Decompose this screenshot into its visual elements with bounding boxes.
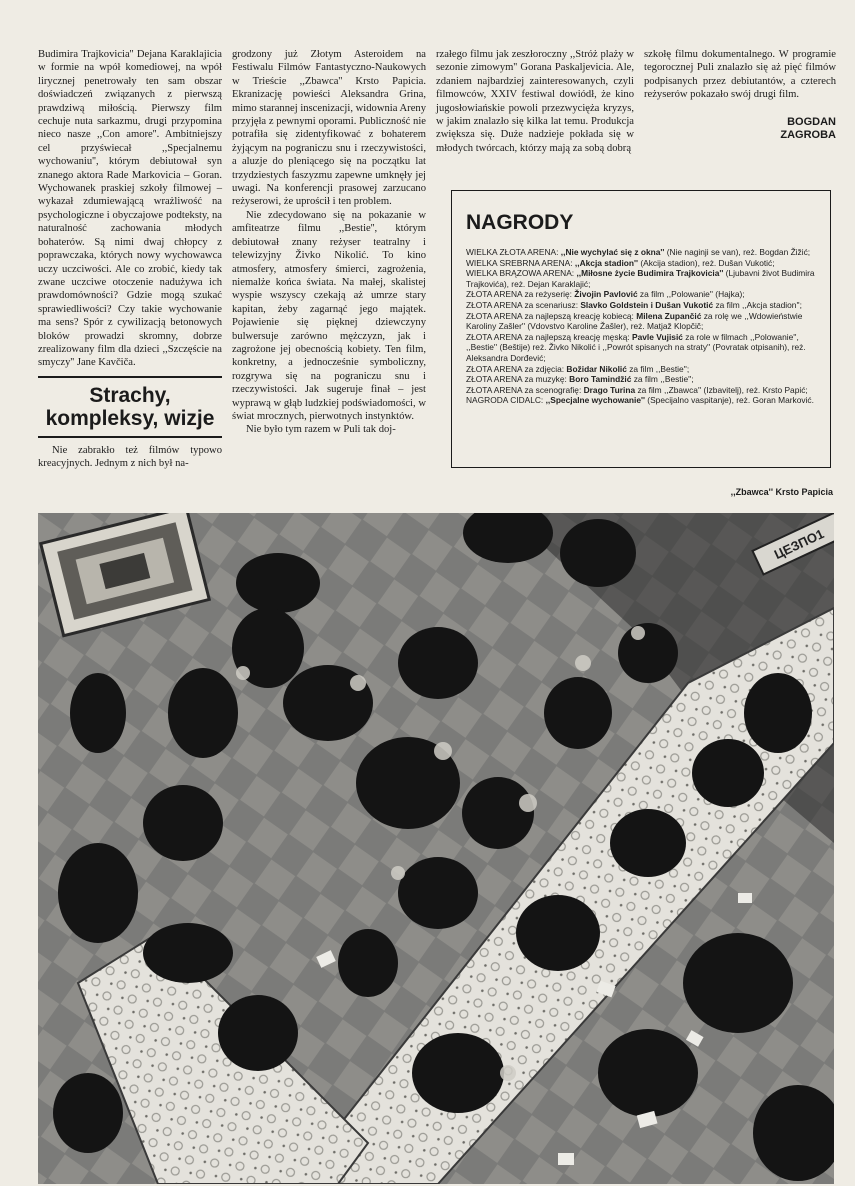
award-details: za film ,,Zbawca'' (Izbavitelj), reż. Krsto Papić; [635,384,808,395]
award-details: (Nie naginji se van), reż. Bogdan Žižić; [664,247,811,257]
award-winner: ,,Akcja stadion'' [574,257,639,268]
award-entry [466,268,820,289]
author-first-name: BOGDAN [787,115,836,128]
award-category: NAGRODA CIDALC: [466,395,546,406]
article-paragraph: Budimira Trajkovicia'' Dejana Karaklajicia w formie na wpół komediowej, na wpół lirycznej penetrowały ten sam obszar doświadczeń związanych z pierwszą prawdziwą miłością. Pierwszy film cechuje nuta sarkazmu, drugi przypomina nieco nasze ,,Con amore''. Ambitniejszy cel przyświecał ,,Specjalnemu wychowaniu'', którym debiutował syn znanego aktora Rade Markovicia – Goran. Wychowanek praskiej szkoły filmowej – wykazał zdumiewającą wrażliwość na psychologiczne i obyczajowe podteksty, na naturalność zachowania młodych bohaterów. Są nimi dwaj chłopcy z poprawczaka, których nowy wychowawca uczy uczciwości. Ale co zrobić, kiedy tak zwane uczciwe otoczenie nadużywa ich prawdomówności? Gdzie mogą szukać sprawiedliwości? Czy takie wychowanie ma sens? Spór z cywilizacją betonowych bloków prowadzi skromny, dobrze zrealizowany film dla dzieci ,,Szczęście na smyczy'' Jane Kavčiča. [38,49,222,369]
award-entry [466,364,820,375]
award-details: za film ,,Akcja stadion''; [713,299,802,310]
banquet-scene-image [38,513,834,1184]
award-winner: Drago Turina [583,384,636,395]
award-entry [466,300,820,311]
article-column-4 [644,48,836,142]
wall-sign-text: ЦЕЗПО1 [771,526,827,563]
award-winner: Pavle Vujisić [632,331,683,342]
article-paragraph: rzałego filmu jak zeszłoroczny ,,Stróż plaży w sezonie zimowym'' Gorana Paskaljevicia. Ale, zdaniem najbardziej zainteresowanych, czyli filmowców, XXIV festiwal dowiódł, że kino jugosłowiańskie powoli przezwycięża kryzys, w jakim znalazło się kilka lat temu. Produkcja zwiększa się. Duże nadzieje pokłada się w młodych twórcach, którzy mają za sobą dobrą [436,49,634,154]
award-winner: ,,Miłosne życie Budimira Trajkovicia'' [576,268,724,279]
award-entry [466,395,820,406]
award-details: za film ,,Polowanie'' (Hajka); [637,289,745,300]
award-entry [466,247,820,258]
awards-title: NAGRODY [466,211,574,234]
award-details: (Akcija stadion), reż. Dušan Vukotić; [638,257,775,268]
awards-list [466,247,820,406]
article-column-2 [232,48,426,437]
award-category: ZŁOTA ARENA za najlepszą kreację kobiecą: [466,310,637,321]
article-paragraph: grodzony już Złotym Asteroidem na Festiwalu Filmów Fantastyczno-Naukowych w Trieście ,,Zbawca'' Krsto Papicia. Ekranizację powieści Aleksandra Grina, mimo starannej inscenizacji, widownia Areny przyjęła z pewnymi oporami. Publiczność nie potrafiła się zidentyfikować z bohaterem żyjącym na pograniczu snu i rzeczywistości, a aluzje do pleniącego się na początku lat trzydziestych faszyzmu zapewne umknęły jej uwagi. Na konferencji prasowej zarzucano reżyserowi, że uprościł i ten problem. [232,49,426,208]
award-entry [466,289,820,300]
award-category: WIELKA ZŁOTA ARENA: [466,247,561,257]
award-entry [466,385,820,396]
award-category: ZŁOTA ARENA za zdjęcia: [466,363,567,374]
photo-caption: ,,Zbawca'' Krsto Papicia [730,487,833,497]
award-category: WIELKA SREBRNA ARENA: [466,257,575,268]
award-entry [466,258,820,269]
article-paragraph: szkołę filmu dokumentalnego. W programie tegorocznej Puli znalazło się aż pięć filmów podpisanych przez debiutantów, a czterech reżyserów pokazało swój drugi film. [644,49,836,101]
award-entry [466,311,820,332]
award-details: (Specijalno vaspitanje), reż. Goran Marković. [644,395,814,406]
section-rule [38,436,222,438]
section-heading: Strachy, kompleksy, wizje [45,383,215,430]
article-paragraph: Nie zabrakło też filmów typowo kreacyjnych. Jednym z nich był na- [38,444,222,470]
author-last-name: ZAGROBA [780,128,836,141]
award-category: WIELKA BRĄZOWA ARENA: [466,268,577,279]
article-column-1 [38,48,222,471]
award-details: za rolę we ,,Wdowieństwie Karoliny Zašler'' (Vdovstvo Karoline Žašler), reż. Matjaž Klopčič; [466,310,803,332]
award-category: ZŁOTA ARENA za scenografię: [466,384,584,395]
award-category: ZŁOTA ARENA za reżyserię: [466,289,575,300]
film-still-photo [38,513,834,1184]
award-winner: Milena Zupančić [636,310,702,321]
award-winner: Slavko Goldstein i Dušan Vukotić [580,299,714,310]
award-category: ZŁOTA ARENA za najlepszą kreację męską: [466,331,633,342]
award-winner: Živojin Pavlović [574,289,638,300]
article-paragraph: Nie zdecydowano się na pokazanie w amfiteatrze filmu ,,Bestie'', którym debiutował znany reżyser teatralny i telewizyjny Živko Nikolić. To kino atmosfery, atmosfery śmierci, zagrożenia, niemalże końca świata. Na małej, skalistej wyspie wszyscy czekają aż umrze stary kapitan, żeby zagarnąć jego majątek. Pojawienie się pięknej dziewczyny bulwersuje zarówno mężczyzn, jak i zagrożone jej obecnością kobiety. Ten film, konkretny, a jednocześnie symboliczny, rozgrywa się na pograniczu snu i rzeczywistości. Jak sugeruje finał – jest wyprawą w głąb ludzkiej podświadomości, w świat mrocznych, pierwotnych instynktów. [232,209,426,422]
award-details: (Ljubavni život Budimira Trajkovića), reż. Dejan Karaklajić; [466,268,815,289]
award-details: za role w filmach ,,Polowanie'', ,,Bestie'' (Beštije) reż. Živko Nikolić i ,,Powrót spisanych na straty'' (Povratak otpisanih), reż. Aleksandra Dorđević; [466,331,806,363]
award-category: ZŁOTA ARENA za scenariusz: [466,299,581,310]
award-winner: Božidar Nikolić [566,363,627,374]
section-rule [38,376,222,378]
award-details: za film ,,Bestie''; [626,363,690,374]
awards-box [451,190,831,468]
award-entry [466,374,820,385]
article-paragraph: Nie było tym razem w Puli tak doj- [246,424,396,436]
award-winner: ,,Nie wychylać się z okna'' [560,247,665,257]
award-category: ZŁOTA ARENA za muzykę: [466,374,570,385]
award-winner: ,,Specjalne wychowanie'' [545,395,645,406]
award-entry [466,332,820,364]
author-byline [644,116,836,142]
article-column-3 [436,48,634,155]
award-details: za film ,,Bestie''; [631,374,694,385]
award-winner: Boro Tamindžić [569,374,632,385]
